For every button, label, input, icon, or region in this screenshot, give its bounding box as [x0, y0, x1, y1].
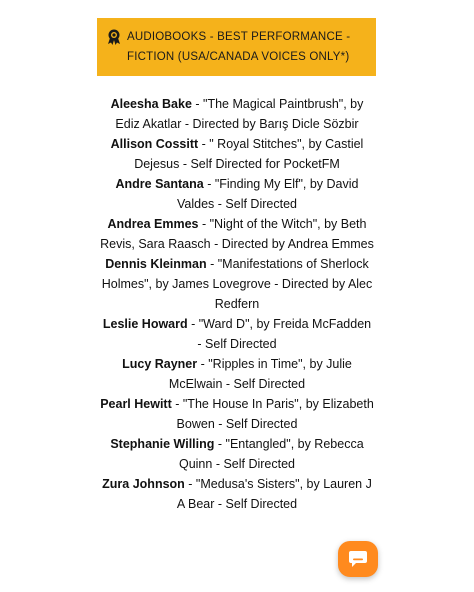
nominee-list: [100, 94, 374, 514]
nominee-name: Andre Santana: [115, 177, 204, 191]
chat-button[interactable]: [338, 541, 378, 577]
list-item: [100, 474, 374, 514]
list-item: [100, 254, 374, 314]
nominee-detail: - "Entangled", by Rebecca Quinn - Self Directed: [178, 437, 364, 471]
list-item: [100, 314, 374, 354]
banner-title: AUDIOBOOKS - BEST PERFORMANCE - FICTION (USA/CANADA VOICES ONLY*): [127, 31, 351, 63]
nominee-name: Aleesha Bake: [110, 97, 192, 111]
list-item: [100, 94, 374, 134]
list-item: [100, 394, 374, 434]
nominee-detail: - "Ward D", by Freida McFadden - Self Directed: [187, 317, 372, 351]
nominee-name: Pearl Hewitt: [100, 397, 172, 411]
nominee-detail: - "Finding My Elf", by David Valdes - Self Directed: [177, 177, 359, 211]
nominee-detail: - "Night of the Witch", by Beth Revis, Sara Raasch - Directed by Andrea Emmes: [100, 217, 374, 251]
nominee-name: Dennis Kleinman: [105, 257, 207, 271]
category-banner: [97, 18, 376, 76]
nominee-detail: - "Manifestations of Sherlock Holmes", by James Lovegrove - Directed by Alec Redfern: [101, 257, 373, 311]
nominee-name: Lucy Rayner: [122, 357, 198, 371]
nominee-detail: - "The House In Paris", by Elizabeth Bowen - Self Directed: [171, 397, 374, 431]
chat-bubble-icon: [348, 550, 368, 568]
list-item: [100, 174, 374, 214]
list-item: [100, 134, 374, 174]
list-item: [100, 434, 374, 474]
nominee-name: Allison Cossitt: [110, 137, 199, 151]
nominee-detail: - " Royal Stitches", by Castiel Dejesus - Self Directed for PocketFM: [134, 137, 364, 171]
nominee-detail: - "The Magical Paintbrush", by Ediz Akatlar - Directed by Barış Dicle Sözbir: [115, 97, 364, 131]
nominee-name: Zura Johnson: [102, 477, 185, 491]
list-item: [100, 354, 374, 394]
list-item: [100, 214, 374, 254]
award-ribbon-icon: [107, 29, 121, 45]
nominee-name: Leslie Howard: [102, 317, 188, 331]
nominee-name: Stephanie Willing: [110, 437, 215, 451]
nominee-detail: - "Medusa's Sisters", by Lauren J A Bear - Self Directed: [176, 477, 372, 511]
nominee-name: Andrea Emmes: [107, 217, 199, 231]
nominee-detail: - "Ripples in Time", by Julie McElwain - Self Directed: [168, 357, 352, 391]
